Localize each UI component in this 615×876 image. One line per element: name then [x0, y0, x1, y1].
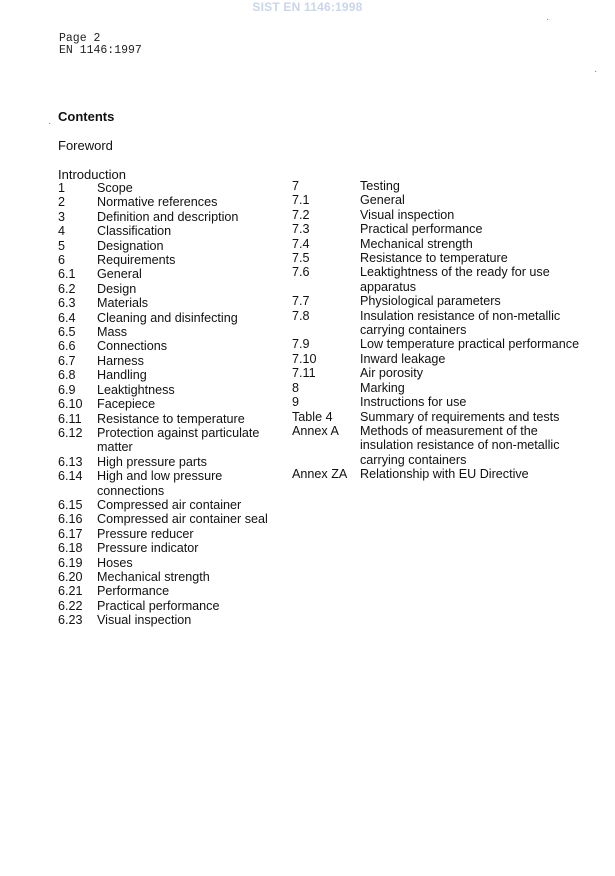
section-title: Compressed air container — [97, 497, 242, 512]
section-number: Annex ZA — [292, 467, 348, 482]
section-number: 6.17 — [58, 526, 83, 541]
toc-left-entry — [58, 584, 278, 598]
section-number: 9 — [292, 395, 300, 410]
toc-left-entry — [58, 311, 278, 325]
section-title: Connections — [97, 339, 168, 354]
section-title: Compressed air container seal — [97, 512, 268, 527]
toc-left-entry — [58, 339, 278, 353]
section-number: 7.7 — [292, 294, 310, 309]
toc-left-entry — [58, 368, 278, 382]
toc-right-entry — [292, 395, 582, 409]
toc-left-entry — [58, 181, 278, 195]
section-number: 6.15 — [58, 497, 83, 512]
section-number: 6.18 — [58, 541, 83, 556]
section-title: Mechanical strength — [97, 569, 210, 584]
section-title: General — [360, 193, 405, 208]
section-title: Inward leakage — [360, 351, 446, 366]
section-number: 7.6 — [292, 265, 310, 280]
contents-title: Contents — [58, 109, 115, 124]
toc-left-entry — [58, 527, 278, 541]
section-number: 6.1 — [58, 267, 76, 282]
toc-left-entry — [58, 469, 278, 498]
toc-left-entry — [58, 325, 278, 339]
section-title: Protection against particulate matter — [97, 425, 260, 455]
section-number: 7.2 — [292, 207, 310, 222]
toc-left-entry — [58, 383, 278, 397]
section-title: Instructions for use — [360, 395, 467, 410]
section-number: 6.23 — [58, 613, 83, 628]
section-number: 7.8 — [292, 308, 310, 323]
toc-left-entry — [58, 541, 278, 555]
section-title: Pressure reducer — [97, 526, 194, 541]
section-title: Normative references — [97, 195, 218, 210]
section-title: Performance — [97, 584, 170, 599]
section-number: 7 — [292, 179, 300, 193]
section-number: 5 — [58, 238, 66, 253]
section-number: 6.9 — [58, 382, 76, 397]
page-header — [59, 33, 142, 57]
section-title: Insulation resistance of non-metallic carrying containers — [360, 308, 561, 338]
foreword-entry: Foreword — [58, 138, 113, 153]
toc-left-entry — [58, 512, 278, 526]
section-number: 6.5 — [58, 325, 76, 340]
section-title: Pressure indicator — [97, 541, 199, 556]
toc-left-entry — [58, 397, 278, 411]
toc-right-entry — [292, 208, 582, 222]
scan-speck: · — [546, 14, 550, 25]
section-title: High and low pressure connections — [97, 469, 223, 498]
section-number: 6.22 — [58, 598, 83, 613]
section-number: Table 4 — [292, 409, 333, 424]
section-number: 6 — [58, 253, 66, 268]
toc-left-entry — [58, 556, 278, 570]
section-number: 6.11 — [58, 411, 82, 426]
section-title: Resistance to temperature — [360, 251, 508, 266]
section-title: Practical performance — [360, 222, 483, 237]
toc-right-entry — [292, 309, 582, 338]
section-title: Mechanical strength — [360, 236, 473, 251]
toc-left-entry — [58, 354, 278, 368]
section-number: 7.10 — [292, 351, 317, 366]
section-number: 6.12 — [58, 425, 83, 440]
toc-right-entry — [292, 251, 582, 265]
section-number: 3 — [58, 209, 66, 224]
section-title: Resistance to temperature — [97, 411, 245, 426]
section-title: Scope — [97, 181, 133, 195]
page-number: Page 2 — [59, 32, 101, 45]
section-number: 6.2 — [58, 281, 76, 296]
section-number: 6.8 — [58, 368, 76, 383]
section-title: High pressure parts — [97, 454, 207, 469]
section-title: Design — [97, 281, 137, 296]
section-number: 6.19 — [58, 555, 83, 570]
toc-left-entry — [58, 570, 278, 584]
watermark: SIST EN 1146:1998 — [252, 0, 363, 14]
toc-left-entry — [58, 253, 278, 267]
toc-right-entry — [292, 467, 582, 481]
section-title: Relationship with EU Directive — [360, 467, 529, 482]
toc-right-entry — [292, 410, 582, 424]
section-number: 6.13 — [58, 454, 83, 469]
section-title: Air porosity — [360, 366, 423, 381]
section-number: 6.10 — [58, 397, 83, 412]
section-number: 2 — [58, 195, 66, 210]
section-title: Low temperature practical performance — [360, 337, 580, 352]
section-title: Designation — [97, 238, 164, 253]
toc-left-entry — [58, 210, 278, 224]
section-title: Marking — [360, 380, 405, 395]
toc-right-entry — [292, 381, 582, 395]
toc-left-column — [58, 181, 278, 628]
section-title: Physiological parameters — [360, 294, 501, 309]
scan-speck: · — [48, 118, 52, 129]
section-number: 6.7 — [58, 353, 76, 368]
toc-left-entry — [58, 195, 278, 209]
section-number: 6.20 — [58, 569, 83, 584]
section-number: 7.3 — [292, 222, 310, 237]
section-title: Hoses — [97, 555, 133, 570]
section-title: Materials — [97, 296, 149, 311]
scan-speck: · — [594, 66, 598, 77]
section-number: 1 — [58, 181, 66, 195]
toc-left-entry — [58, 239, 278, 253]
section-number: 6.4 — [58, 310, 76, 325]
section-title: Leaktightness of the ready for use apparatus — [360, 265, 550, 294]
section-title: Cleaning and disinfecting — [97, 310, 238, 325]
toc-left-entry — [58, 224, 278, 238]
section-number: 7.9 — [292, 337, 310, 352]
section-title: Visual inspection — [360, 207, 455, 222]
toc-right-entry — [292, 424, 582, 467]
toc-right-entry — [292, 237, 582, 251]
toc-right-entry — [292, 265, 582, 294]
section-title: Testing — [360, 179, 400, 193]
section-title: Harness — [97, 353, 144, 368]
toc-right-entry — [292, 222, 582, 236]
section-title: General — [97, 267, 142, 282]
toc-left-entry — [58, 455, 278, 469]
section-number: 7.11 — [292, 366, 316, 381]
section-number: 6.6 — [58, 339, 76, 354]
section-number: 4 — [58, 224, 66, 239]
section-number: 7.4 — [292, 236, 310, 251]
section-number: 7.5 — [292, 251, 310, 266]
toc-right-entry — [292, 337, 582, 351]
section-number: 6.21 — [58, 584, 83, 599]
toc-left-entry — [58, 296, 278, 310]
toc-right-entry — [292, 193, 582, 207]
section-title: Requirements — [97, 253, 176, 268]
toc-right-entry — [292, 294, 582, 308]
toc-left-entry — [58, 498, 278, 512]
toc-left-entry — [58, 412, 278, 426]
toc-right-entry — [292, 352, 582, 366]
toc-left-entry — [58, 282, 278, 296]
toc-left-entry — [58, 599, 278, 613]
section-title: Definition and description — [97, 209, 239, 224]
standard-reference: EN 1146:1997 — [59, 44, 142, 57]
section-title: Mass — [97, 325, 128, 340]
toc-left-entry — [58, 267, 278, 281]
section-number: 8 — [292, 380, 300, 395]
section-title: Handling — [97, 368, 147, 383]
section-title: Summary of requirements and tests — [360, 409, 560, 424]
section-title: Visual inspection — [97, 613, 192, 628]
section-title: Leaktightness — [97, 382, 175, 397]
section-number: 6.16 — [58, 512, 83, 527]
section-title: Practical performance — [97, 598, 220, 613]
section-title: Methods of measurement of the insulation resistance of non-metallic carrying containers — [360, 423, 560, 467]
toc-left-entry — [58, 426, 278, 455]
toc-right-entry — [292, 179, 582, 193]
toc-left-entry — [58, 613, 278, 627]
introduction-entry: Introduction — [58, 167, 126, 182]
section-number: 6.14 — [58, 469, 83, 484]
section-number: Annex A — [292, 423, 339, 438]
section-number: 7.1 — [292, 193, 310, 208]
section-number: 6.3 — [58, 296, 76, 311]
section-title: Facepiece — [97, 397, 156, 412]
toc-right-column — [292, 179, 582, 482]
toc-right-entry — [292, 366, 582, 380]
section-title: Classification — [97, 224, 172, 239]
